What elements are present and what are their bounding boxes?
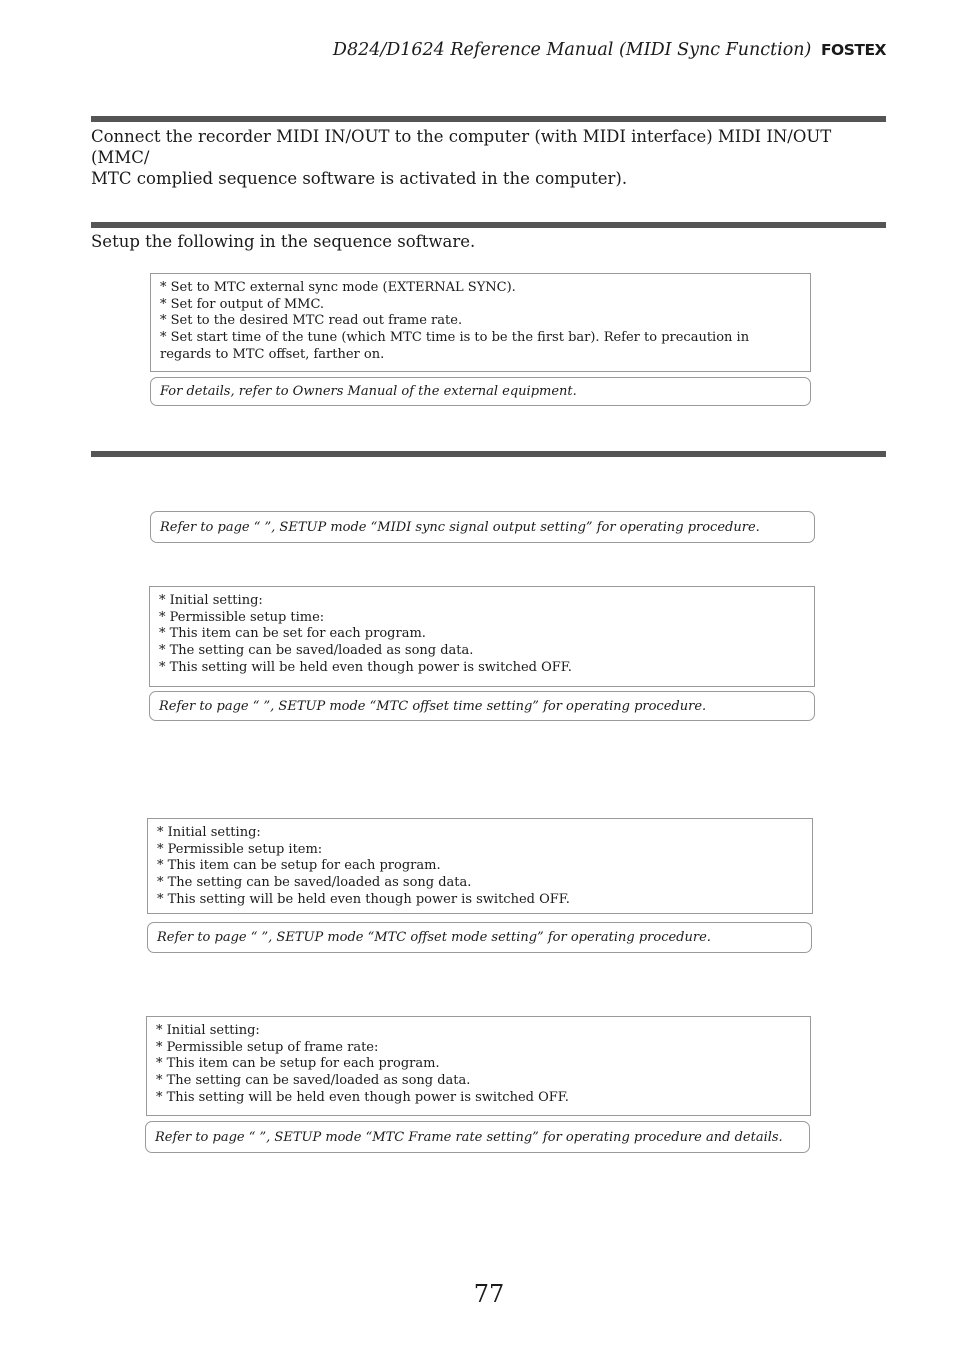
fostex-logo: FOSTEX <box>820 41 886 59</box>
list-item: * Set start time of the tune (which MTC time is to be the first bar). Refer to precaution in regards to MTC offset, farther on. <box>160 330 750 362</box>
setup-items-box <box>150 273 811 372</box>
intro-line: Connect the recorder MIDI IN/OUT to the computer (with MIDI interface) MIDI IN/OUT (MMC/ <box>91 127 832 167</box>
page-header <box>333 40 886 60</box>
list-item: * This item can be setup for each program. <box>157 858 441 874</box>
list-item: * This item can be set for each program. <box>159 626 426 642</box>
list-item: * Set to MTC external sync mode (EXTERNAL SYNC). <box>160 280 516 295</box>
setup-note: For details, refer to Owners Manual of the external equipment. <box>150 377 811 406</box>
list-item: * This setting will be held even though power is switched OFF. <box>156 1089 569 1105</box>
list-item: * The setting can be saved/loaded as song data. <box>159 643 474 659</box>
list-item: * Initial setting: <box>156 1023 260 1038</box>
list-item: * Set to the desired MTC read out frame rate. <box>160 313 463 329</box>
offset-mode-box <box>147 818 813 914</box>
offset-time-box <box>149 586 815 687</box>
frame-rate-box <box>146 1016 811 1116</box>
section-rule <box>91 451 886 457</box>
list-item: * This setting will be held even though power is switched OFF. <box>157 891 570 907</box>
sync-output-note: Refer to page “ ”, SETUP mode “MIDI sync signal output setting” for operating procedure. <box>150 511 815 543</box>
offset-mode-note: Refer to page “ ”, SETUP mode “MTC offset mode setting” for operating procedure. <box>147 922 812 953</box>
intro-paragraph <box>91 126 891 189</box>
list-item: * Permissible setup item: <box>157 841 323 857</box>
list-item: * Set for output of MMC. <box>160 296 325 312</box>
list-item: * The setting can be saved/loaded as song data. <box>156 1073 471 1089</box>
page-number: 77 <box>473 1280 505 1308</box>
list-item: * This item can be setup for each program. <box>156 1056 440 1072</box>
section-rule <box>91 116 886 122</box>
offset-time-note: Refer to page “ ”, SETUP mode “MTC offset time setting” for operating procedure. <box>149 691 815 721</box>
list-item: * This setting will be held even though power is switched OFF. <box>159 659 572 675</box>
list-item: * Permissible setup of frame rate: <box>156 1039 379 1055</box>
frame-rate-note: Refer to page “ ”, SETUP mode “MTC Frame rate setting” for operating procedure and details. <box>145 1121 810 1153</box>
setup-paragraph: Setup the following in the sequence software. <box>91 232 476 251</box>
list-item: * Initial setting: <box>159 593 263 608</box>
intro-line: MTC complied sequence software is activated in the computer). <box>91 169 628 188</box>
list-item: * Permissible setup time: <box>159 609 325 625</box>
list-item: * Initial setting: <box>157 825 261 840</box>
list-item: * The setting can be saved/loaded as song data. <box>157 875 472 891</box>
section-rule <box>91 222 886 228</box>
manual-title: D824/D1624 Reference Manual (MIDI Sync Function) <box>332 40 812 60</box>
